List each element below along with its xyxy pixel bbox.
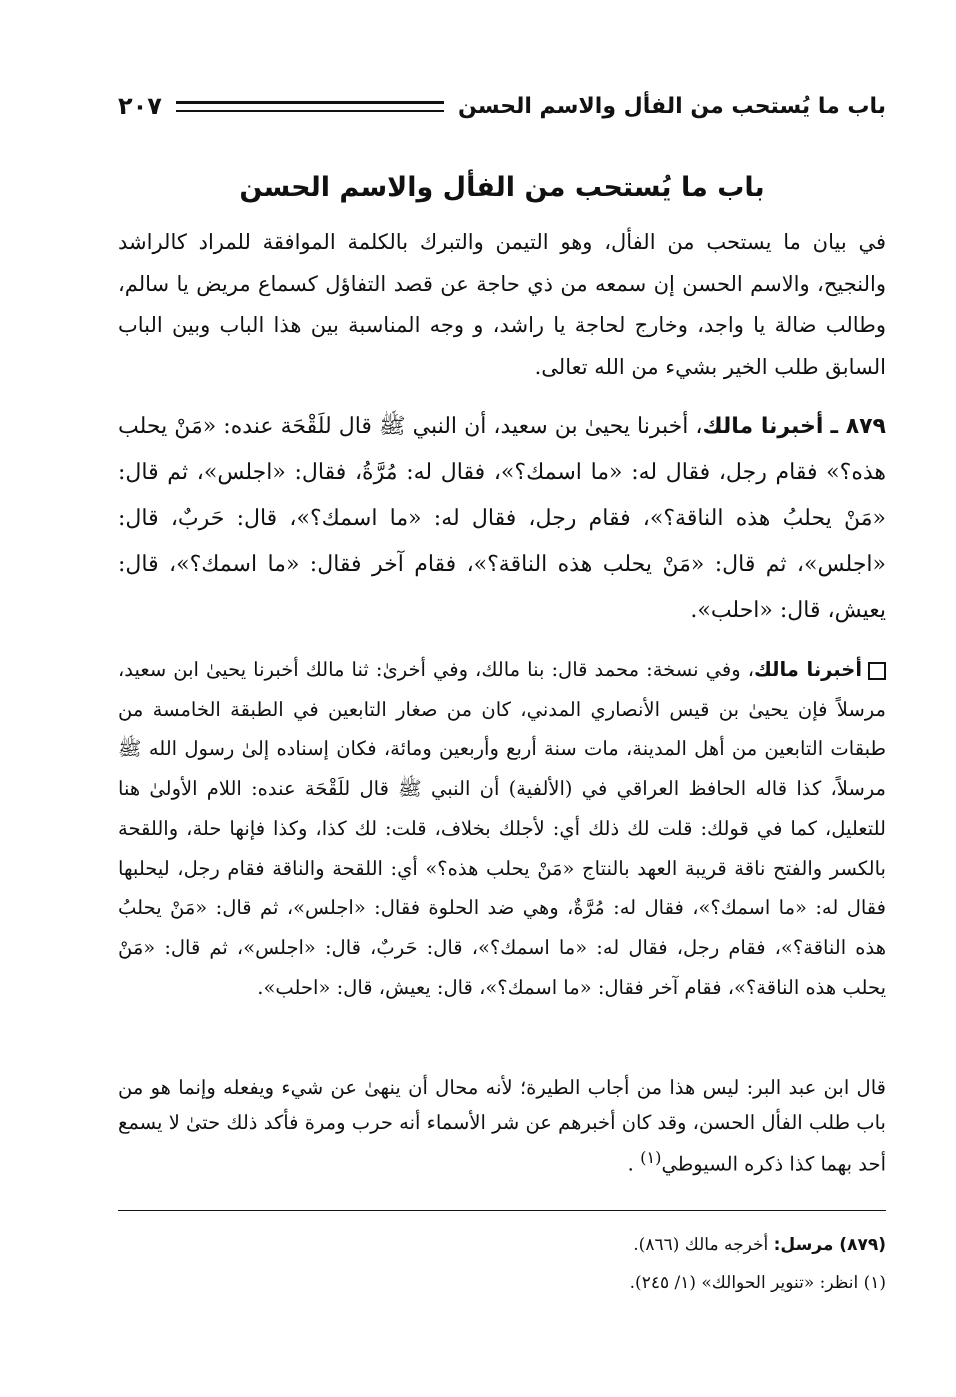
chapter-intro: في بيان ما يستحب من الفأل، وهو التيمن والتبرك بالكلمة الموافقة للمراد كالراشد والنجيح، والاسم الحسن إن سمعه من ذي حاجة عن قصد التفاؤل كسماع مريض يا سالم، وطالب ضالة يا واجد، وخارج لحاجة يا راشد، و وجه المناسبة بين هذا الباب وبين الباب السابق طلب الخير بشيء من الله تعالى.: [118, 230, 887, 379]
hadith-text: ، أخبرنا يحيىٰ بن سعيد، أن النبي ﷺ قال للَقْحَة عنده: «مَنْ يحلب هذه؟» فقام رجل، فقال له: «ما اسمك؟»، فقال له: مُرَّةُ، فقال: «اجلس»، ثم قال: «مَنْ يحلبُ هذه الناقة؟»، فقام رجل، فقال له: «ما اسمك؟»، قال: حَربٌ، قال: «اجلس»، ثم قال: «مَنْ يحلب هذه الناقة؟»، فقام آخر فقال: «ما اسمك؟»، قال: يعيش، قال: «احلب».: [118, 414, 886, 623]
page-number: ٢٠٧: [118, 92, 162, 120]
chapter-title: باب ما يُستحب من الفأل والاسم الحسن: [239, 172, 765, 203]
scholar-note-text: قال ابن عبد البر: ليس هذا من أجاب الطيرة؛ لأنه محال أن ينهىٰ عن شيء ويفعله وإنما هو من باب طلب الفأل الحسن، وقد كان أخبرهم عن شر الأسماء أنه حرب ومرة فأكد ذلك حتىٰ لا يسمع أحد بهما كذا ذكره السيوطي: [118, 1076, 886, 1176]
header-rule: [176, 101, 444, 112]
footnote-divider: [118, 1210, 886, 1211]
footnotes: [118, 1226, 886, 1302]
commentary-square-icon: [868, 662, 886, 680]
footnote-ref[interactable]: (١): [640, 1148, 662, 1167]
hadith-narrator: أخبرنا مالك: [702, 414, 824, 439]
commentary-text: ، وفي نسخة: محمد قال: بنا مالك، وفي أخرىٰ: ثنا مالك أخبرنا يحيىٰ ابن سعيد، مرسلاً فإن يحيىٰ بن قيس الأنصاري المدني، كان من صغار التابعين في الطبقة الخامسة من طبقات التابعين من أهل المدينة، مات سنة أربع وأربعين ومائة، فكان إسناده إلىٰ رسول الله ﷺ مرسلاً، كذا قاله الحافظ العراقي في (الألفية) أن النبي ﷺ قال للَقْحَة عنده: اللام الأولىٰ هنا للتعليل، كما في قولك: قلت لك ذلك أي: لأجلك بخلاف، قلت: لك كذا، وكذا فإنها حلة، واللقحة بالكسر والفتح ناقة قريبة العهد بالنتاج «مَنْ يحلب هذه؟» أي: اللقحة والناقة فقام رجل، ليحلبها فقال له: «ما اسمك؟»، فقال له: مُرَّةٌ، وهي ضد الحلوة فقال: «اجلس»، ثم قال: «مَنْ يحلبُ هذه الناقة؟»، فقام رجل، فقال له: «ما اسمك؟»، قال: حَربٌ، قال: «اجلس»، ثم قال: «مَنْ يحلب هذه الناقة؟»، فقام آخر فقال: «ما اسمك؟»، قال: يعيش، قال: «احلب».: [118, 658, 886, 999]
footnote-label: (١): [863, 1273, 886, 1293]
hadith-number: ٨٧٩ ـ: [830, 414, 886, 439]
hadith-879: [118, 404, 886, 634]
commentary: [118, 650, 886, 1007]
footnote-1: [118, 1264, 886, 1302]
scholar-note: [118, 1070, 886, 1182]
footnote-text: أخرجه مالك (٨٦٦).: [633, 1235, 774, 1255]
running-title: باب ما يُستحب من الفأل والاسم الحسن: [458, 93, 886, 119]
commentary-lead: أخبرنا مالك: [754, 658, 862, 681]
footnote-label: (٨٧٩) مرسل:: [773, 1235, 886, 1255]
footnote-879: [118, 1226, 886, 1264]
running-header: [118, 86, 886, 126]
footnote-text: انظر: «تنوير الحوالك» (١/ ٢٤٥).: [629, 1273, 864, 1293]
scholar-note-end: .: [627, 1152, 641, 1176]
